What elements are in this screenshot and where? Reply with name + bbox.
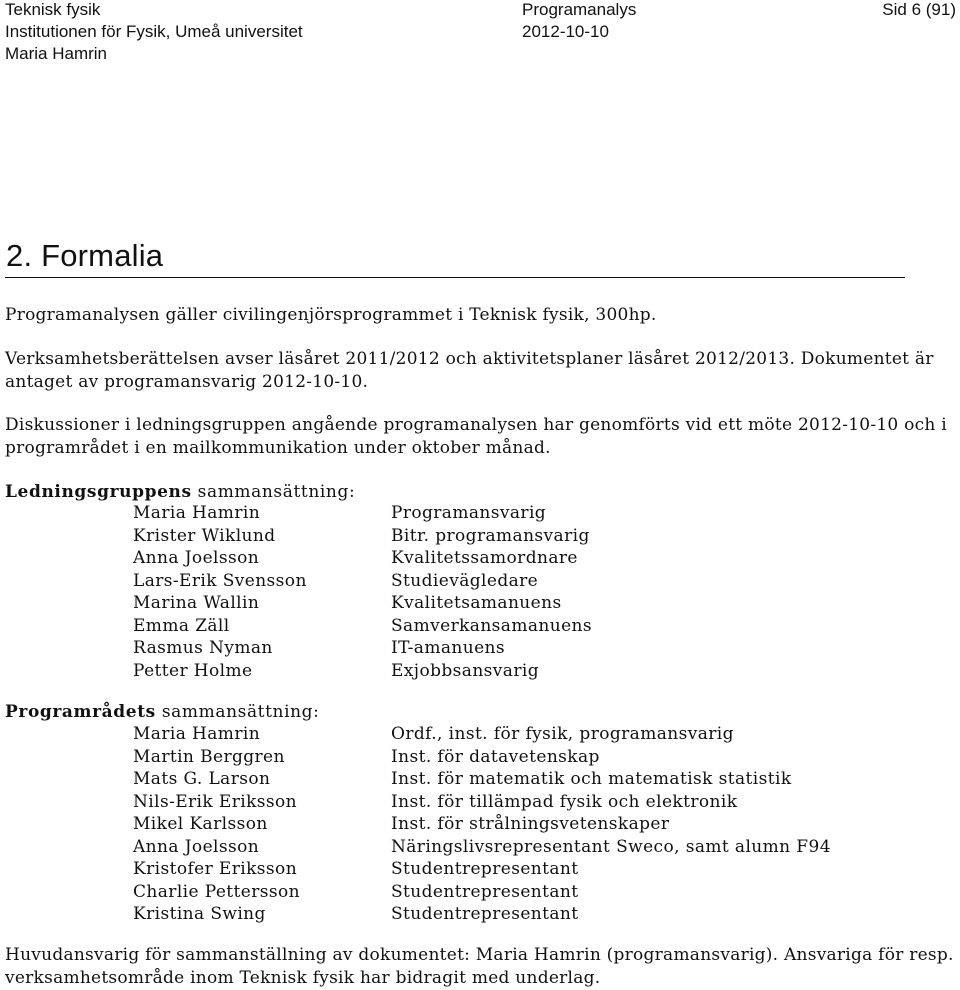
member-row — [0, 547, 960, 570]
programradet-heading-rest: sammansättning: — [155, 702, 320, 722]
member-name: Krister Wiklund — [133, 525, 276, 546]
member-role: Bitr. programansvarig — [391, 525, 590, 546]
member-name: Petter Holme — [133, 660, 253, 681]
member-name: Kristina Swing — [133, 904, 266, 924]
member-name: Anna Joelsson — [133, 548, 260, 568]
ledningsgruppen-heading-bold: Ledningsgruppens — [5, 482, 192, 502]
section-title-rule — [5, 277, 905, 278]
member-row — [0, 768, 960, 791]
member-role: Exjobbsansvarig — [391, 660, 539, 681]
member-row — [0, 592, 960, 615]
member-role: Studentrepresentant — [391, 904, 579, 924]
member-row — [0, 502, 960, 525]
programradet-roster — [0, 723, 960, 926]
page-header — [0, 0, 960, 66]
member-row — [0, 836, 960, 859]
member-name: Rasmus Nyman — [133, 638, 273, 658]
paragraph-discussions: Diskussioner i ledningsgruppen angående programanalysen har genomförts vid ett möte 2012-10-10 och i programrådet i en mailkommunikation under oktober månad. — [5, 415, 947, 458]
header-middle — [522, 0, 636, 43]
ledningsgruppen-heading — [5, 481, 355, 504]
member-role: Kvalitetssamordnare — [391, 548, 578, 568]
member-row — [0, 570, 960, 593]
member-row — [0, 637, 960, 660]
member-role: Inst. för tillämpad fysik och elektronik — [391, 791, 738, 812]
programradet-heading — [5, 701, 319, 724]
member-name: Martin Berggren — [133, 746, 285, 767]
header-right — [882, 0, 956, 21]
member-role: Programansvarig — [391, 503, 547, 523]
member-name: Lars-Erik Svensson — [133, 570, 307, 591]
header-program-name: Teknisk fysik — [5, 0, 101, 19]
member-row — [0, 881, 960, 904]
header-left — [5, 0, 303, 65]
header-date: 2012-10-10 — [522, 22, 609, 41]
header-institution: Institutionen för Fysik, Umeå universitet — [5, 22, 303, 41]
header-document-type: Programanalys — [522, 0, 637, 19]
header-page-number: Sid 6 (91) — [882, 0, 956, 19]
member-name: Maria Hamrin — [133, 724, 261, 744]
member-role: Studievägledare — [391, 570, 539, 591]
member-row — [0, 525, 960, 548]
member-role: Samverkansamanuens — [391, 615, 593, 636]
member-name: Anna Joelsson — [133, 836, 260, 857]
member-role: Inst. för strålningsvetenskaper — [391, 814, 670, 834]
member-name: Charlie Pettersson — [133, 881, 300, 902]
member-role: Näringslivsrepresentant Sweco, samt alumn F94 — [391, 836, 831, 857]
paragraph-reporting-period: Verksamhetsberättelsen avser läsåret 2011/2012 och aktivitetsplaner läsåret 2012/2013. Dokumentet är antaget av programansvarig 2012-10-10. — [5, 349, 934, 392]
section-title: 2. Formalia — [6, 238, 164, 273]
member-row — [0, 813, 960, 836]
member-role: Studentrepresentant — [391, 881, 579, 902]
ledningsgruppen-roster — [0, 502, 960, 682]
paragraph-program-scope: Programanalysen gäller civilingenjörsprogrammet i Teknisk fysik, 300hp. — [5, 305, 657, 325]
member-row — [0, 615, 960, 638]
ledningsgruppen-heading-rest: sammansättning: — [191, 482, 356, 502]
programradet-heading-bold: Programrådets — [5, 702, 156, 722]
member-name: Marina Wallin — [133, 593, 260, 613]
member-name: Mikel Karlsson — [133, 814, 268, 834]
member-row — [0, 723, 960, 746]
member-row — [0, 746, 960, 769]
member-name: Maria Hamrin — [133, 503, 261, 523]
member-row — [0, 660, 960, 683]
member-row — [0, 858, 960, 881]
member-role: Ordf., inst. för fysik, programansvarig — [391, 724, 734, 744]
member-role: Studentrepresentant — [391, 859, 579, 879]
member-row — [0, 903, 960, 926]
member-name: Kristofer Eriksson — [133, 859, 298, 879]
member-name: Mats G. Larson — [133, 769, 271, 789]
member-name: Emma Zäll — [133, 615, 230, 636]
responsibility-footer: Huvudansvarig för sammanställning av dokumentet: Maria Hamrin (programansvarig). Ansvariga för resp. verksamhetsområde inom Teknisk fysik har bidragit med underlag. — [5, 945, 954, 988]
member-role: Kvalitetsamanuens — [391, 593, 562, 613]
member-role: Inst. för matematik och matematisk statistik — [391, 769, 792, 789]
member-role: IT-amanuens — [391, 638, 506, 658]
member-role: Inst. för datavetenskap — [391, 746, 600, 767]
member-row — [0, 791, 960, 814]
header-author: Maria Hamrin — [5, 44, 108, 63]
member-name: Nils-Erik Eriksson — [133, 791, 298, 812]
